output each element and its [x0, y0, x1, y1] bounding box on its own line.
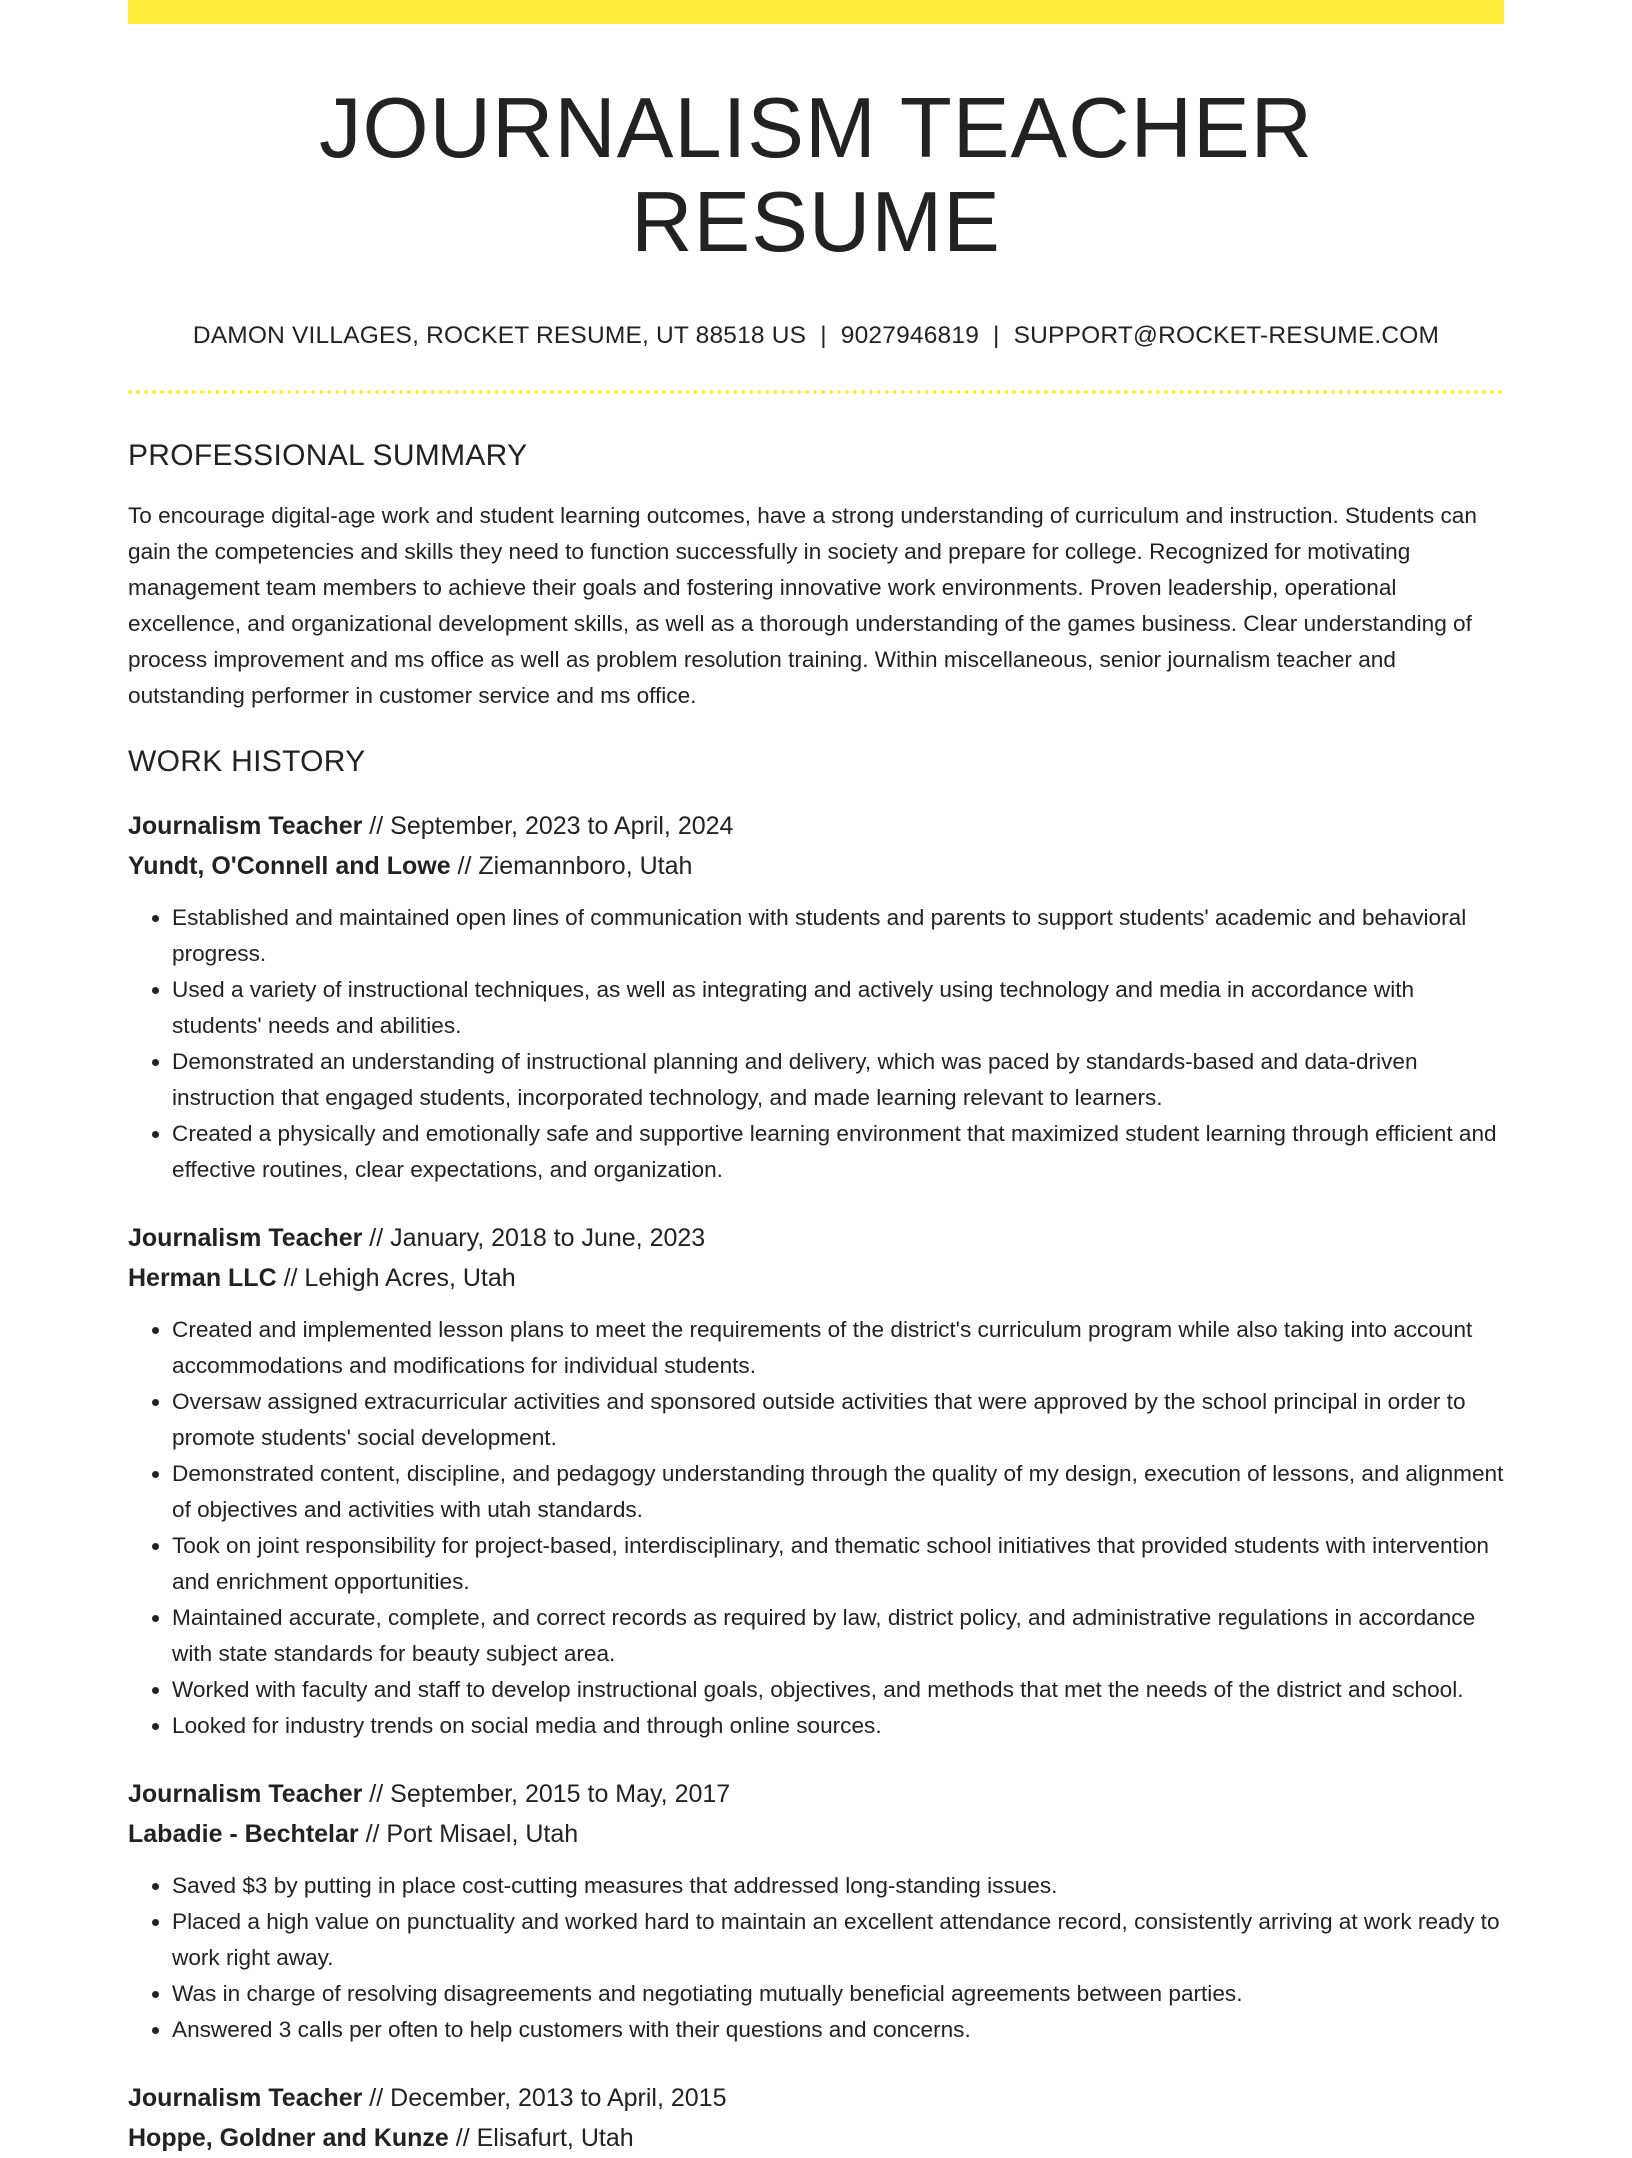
job-location: // Lehigh Acres, Utah — [276, 1264, 516, 1293]
job-company-line — [128, 2118, 1504, 2158]
job-location: // Elisafurt, Utah — [448, 2124, 634, 2153]
job-bullet: • Created a physically and emotionally safe and supportive learning environment that maximized student learning through efficient and effective routines, clear expectations, and organization. — [172, 1116, 1504, 1188]
job-title: Journalism Teacher — [128, 1224, 363, 1253]
contact-separator: | — [993, 322, 1000, 349]
accent-top-bar — [128, 0, 1504, 24]
job-title-line — [128, 806, 1504, 846]
job-bullet: • Maintained accurate, complete, and correct records as required by law, district policy, and administrative regulations in accordance with state standards for beauty subject area. — [172, 1600, 1504, 1672]
contact-line — [128, 321, 1504, 350]
job-entry — [128, 806, 1504, 1188]
dotted-divider — [128, 390, 1504, 394]
contact-phone: 9027946819 — [840, 322, 980, 349]
resume-title: JOURNALISM TEACHER RESUME — [318, 81, 1314, 270]
job-company: Labadie - Bechtelar — [128, 1820, 359, 1849]
job-company: Herman LLC — [128, 1264, 277, 1293]
job-dates: // January, 2018 to June, 2023 — [362, 1224, 706, 1253]
work-history-heading: WORK HISTORY — [128, 745, 366, 779]
job-bullet: • Used a variety of instructional techniques, as well as integrating and actively using technology and media in accordance with students' needs and abilities. — [172, 972, 1504, 1044]
job-bullet: • Looked for industry trends on social media and through online sources. — [172, 1708, 1504, 1744]
contact-separator: | — [820, 322, 827, 349]
job-location: // Port Misael, Utah — [358, 1820, 579, 1849]
job-title: Journalism Teacher — [128, 2084, 363, 2113]
job-bullet: • Answered 3 calls per often to help customers with their questions and concerns. — [172, 2012, 1504, 2048]
resume-page — [128, 0, 1504, 2158]
job-entry — [128, 1218, 1504, 1744]
job-bullet-list — [128, 1868, 1504, 2048]
job-bullet: • Demonstrated an understanding of instructional planning and delivery, which was paced by standards-based and data-driven instruction that engaged students, incorporated technology, and made learning relevant to learners. — [172, 1044, 1504, 1116]
job-title-line — [128, 2078, 1504, 2118]
job-title-line — [128, 1218, 1504, 1258]
job-bullet: • Took on joint responsibility for project-based, interdisciplinary, and thematic school initiatives that provided students with intervention and enrichment opportunities. — [172, 1528, 1504, 1600]
job-title-line — [128, 1774, 1504, 1814]
job-bullet-list — [128, 900, 1504, 1188]
job-bullet: • Created and implemented lesson plans to meet the requirements of the district's curriculum program while also taking into account accommodations and modifications for individual students. — [172, 1312, 1504, 1384]
contact-address: DAMON VILLAGES, ROCKET RESUME, UT 88518 US — [192, 322, 807, 349]
contact-email: SUPPORT@ROCKET-RESUME.COM — [1013, 322, 1440, 349]
summary-text: To encourage digital-age work and student learning outcomes, have a strong understanding of curriculum and instruction. Students can gain the competencies and skills they need to function successfully in society and prepare for college. Recognized for motivating management team members to achieve their goals and fostering innovative work environments. Proven leadership, operational excellence, and organizational development skills, as well as a thorough understanding of the games business. Clear understanding of process improvement and ms office as well as problem resolution training. Within miscellaneous, senior journalism teacher and outstanding performer in customer service and ms office. — [128, 503, 1477, 709]
job-company: Yundt, O'Connell and Lowe — [128, 852, 451, 881]
job-bullet: • Saved $3 by putting in place cost-cutting measures that addressed long-standing issues. — [172, 1868, 1504, 1904]
summary-heading: PROFESSIONAL SUMMARY — [128, 439, 528, 473]
job-company-line — [128, 846, 1504, 886]
job-location: // Ziemannboro, Utah — [450, 852, 693, 881]
job-bullet: • Was in charge of resolving disagreements and negotiating mutually beneficial agreements between parties. — [172, 1976, 1504, 2012]
job-dates: // September, 2023 to April, 2024 — [362, 812, 734, 841]
job-company-line — [128, 1814, 1504, 1854]
job-company: Hoppe, Goldner and Kunze — [128, 2124, 449, 2153]
job-bullet-list — [128, 1312, 1504, 1744]
job-dates: // December, 2013 to April, 2015 — [362, 2084, 727, 2113]
job-company-line — [128, 1258, 1504, 1298]
job-bullet: • Established and maintained open lines of communication with students and parents to support students' academic and behavioral progress. — [172, 900, 1504, 972]
work-history-list — [128, 806, 1504, 2158]
job-bullet: • Oversaw assigned extracurricular activities and sponsored outside activities that were approved by the school principal in order to promote students' social development. — [172, 1384, 1504, 1456]
job-title: Journalism Teacher — [128, 812, 363, 841]
job-dates: // September, 2015 to May, 2017 — [362, 1780, 731, 1809]
job-entry — [128, 1774, 1504, 2048]
job-bullet: • Placed a high value on punctuality and worked hard to maintain an excellent attendance record, consistently arriving at work ready to work right away. — [172, 1904, 1504, 1976]
job-title: Journalism Teacher — [128, 1780, 363, 1809]
job-bullet: • Demonstrated content, discipline, and pedagogy understanding through the quality of my design, execution of lessons, and alignment of objectives and activities with utah standards. — [172, 1456, 1504, 1528]
job-bullet: • Worked with faculty and staff to develop instructional goals, objectives, and methods that met the needs of the district and school. — [172, 1672, 1504, 1708]
job-entry — [128, 2078, 1504, 2158]
